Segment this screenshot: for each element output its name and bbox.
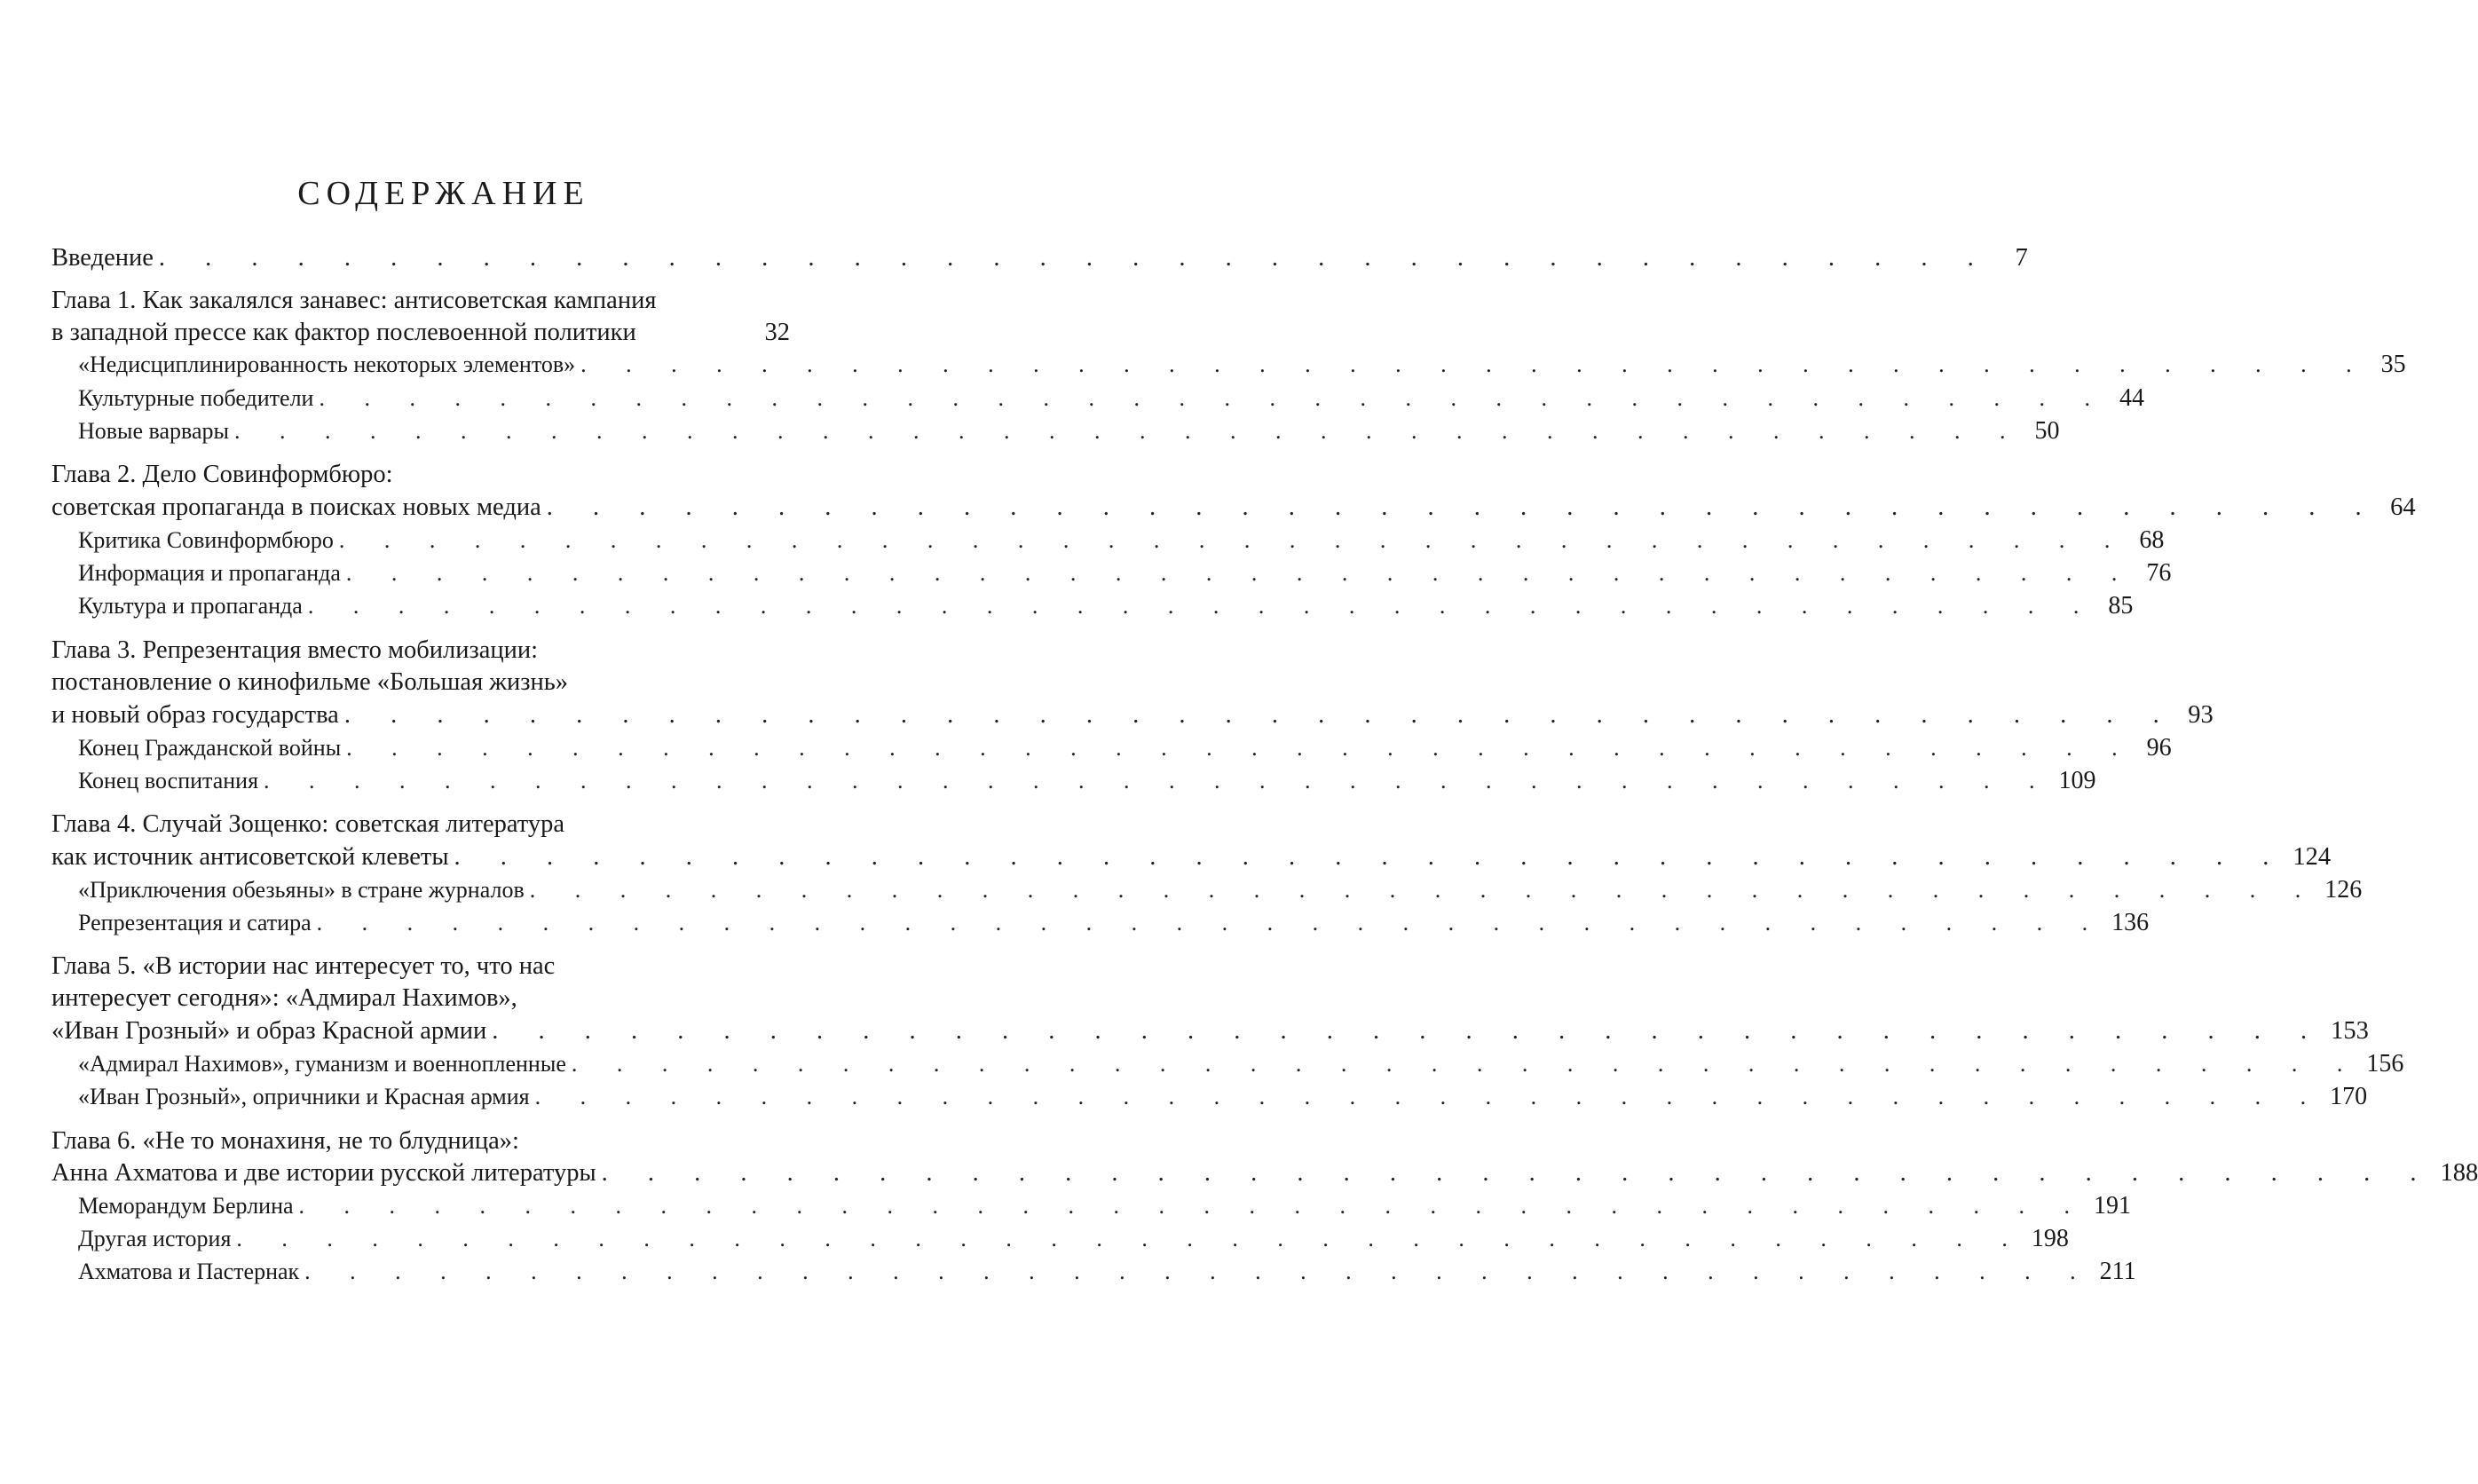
toc-chapter-3-line-2[interactable]: [51, 666, 790, 699]
leader-dots: . . . . . . . . . . . . . . . . . . . . . . . . . . . . . . . . . . . . . . . .: [343, 701, 2176, 729]
toc-entry-title: «Недисциплинированность некоторых элементов»: [78, 351, 576, 377]
toc-entry-title: Репрезентация и сатира: [78, 910, 312, 935]
leader-dots: . . . . . . . . . . . . . . . . . . . . . . . . . . . . . . . . . . . . . . . .: [492, 1017, 2324, 1045]
toc-chapter-6-line-2[interactable]: [51, 1156, 2478, 1190]
toc-subentry[interactable]: [78, 873, 2363, 907]
toc-subentry[interactable]: [78, 589, 2134, 623]
toc-entry-title: «Иван Грозный» и образ Красной армии: [51, 1017, 487, 1045]
leader-dots: . . . . . . . . . . . . . . . . . . . . . . . . . . . . . . . . . . . . . . . .: [454, 843, 2286, 871]
toc-page-number: 68: [2139, 526, 2165, 554]
toc-entry-title: Глава 5. «В истории нас интересует то, что нас: [51, 952, 556, 980]
toc-entry-intro[interactable]: [51, 241, 2028, 275]
leader-dots: . . . . . . . . . . . . . . . . . . . . . . . . . . . . . . . . . . . . . . . .: [158, 244, 1991, 272]
toc-page-number: 109: [2058, 767, 2096, 794]
toc-page-number: 136: [2111, 909, 2150, 936]
toc-chapter-2-line-2[interactable]: [51, 491, 2416, 525]
toc-subentry[interactable]: [78, 1189, 2132, 1223]
toc-entry-title: Введение: [51, 244, 154, 272]
toc-entry-title: Глава 2. Дело Совинформбюро:: [51, 461, 393, 488]
leader-dots: . . . . . . . . . . . . . . . . . . . . . . . . . . . . . . . . . . . . . . . .: [529, 877, 2318, 903]
leader-dots: . . . . . . . . . . . . . . . . . . . . . . . . . . . . . . . . . . . . . . . .: [233, 418, 2023, 444]
leader-dots: . . . . . . . . . . . . . . . . . . . . . . . . . . . . . . . . . . . . . . . .: [316, 910, 2105, 935]
leader-dots: . . . . . . . . . . . . . . . . . . . . . . . . . . . . . . . . . . . . . . . .: [319, 385, 2107, 411]
toc-page-number: 35: [2380, 351, 2406, 378]
toc-page-number: 7: [2015, 244, 2028, 272]
toc-subentry[interactable]: [78, 348, 2406, 382]
toc-page-number: 96: [2146, 734, 2172, 762]
toc-page-number: 198: [2031, 1225, 2069, 1252]
leader-dots: . . . . . . . . . . . . . . . . . . . . . . . . . . . . . . . . . . . . . . . .: [580, 351, 2369, 377]
toc-subentry[interactable]: [78, 414, 2060, 448]
leader-dots: . . . . . . . . . . . . . . . . . . . . . . . . . . . . . . . . . . . . . . . .: [601, 1159, 2434, 1187]
toc-entry-title: Глава 6. «Не то монахиня, не то блудница»:: [51, 1127, 519, 1155]
toc-chapter-1-line-1[interactable]: [51, 284, 790, 318]
toc-chapter-6-line-1[interactable]: [51, 1125, 790, 1158]
toc-entry-title: Новые варвары: [78, 418, 229, 444]
toc-page-number: 170: [2330, 1083, 2368, 1110]
toc-subentry[interactable]: [78, 1222, 2069, 1256]
toc-entry-title: постановление о кинофильме «Большая жизнь»: [51, 668, 569, 696]
toc-chapter-2-line-1[interactable]: [51, 458, 790, 492]
toc-subentry[interactable]: [78, 1255, 2136, 1289]
toc-entry-title: «Иван Грозный», опричники и Красная армия: [78, 1084, 530, 1109]
leader-dots: . . . . . . . . . . . . . . . . . . . . . . . . . . . . . . . . . . . . . . . .: [546, 493, 2379, 521]
toc-entry-title: Глава 1. Как закалялся занавес: антисоветская кампания: [51, 287, 657, 314]
toc-entry-title: «Приключения обезьяны» в стране журналов: [78, 877, 525, 903]
leader-dots: . . . . . . . . . . . . . . . . . . . . . . . . . . . . . . . . . . . . . . . .: [236, 1226, 2024, 1251]
toc-entry-title: Ахматова и Пастернак: [78, 1259, 300, 1284]
toc-subentry[interactable]: [78, 382, 2144, 415]
toc-entry-title: Культурные победители: [78, 385, 314, 411]
leader-dots: . . . . . . . . . . . . . . . . . . . . . . . . . . . . . . . . . . . . . . . .: [264, 768, 2052, 793]
leader-dots: . . . . . . . . . . . . . . . . . . . . . . . . . . . . . . . . . . . . . . . .: [338, 527, 2127, 553]
leader-dots: . . . . . . . . . . . . . . . . . . . . . . . . . . . . . . . . . . . . . . . .: [298, 1193, 2087, 1219]
toc-page-number: 211: [2099, 1258, 2136, 1285]
toc-subentry[interactable]: [78, 906, 2150, 940]
toc-page-number: 191: [2094, 1192, 2132, 1220]
toc-page-number: 76: [2146, 559, 2172, 587]
toc-chapter-5-line-3[interactable]: [51, 1014, 2369, 1048]
toc-page-number: 85: [2108, 592, 2134, 620]
toc-entry-title: и новый образ государства: [51, 701, 339, 729]
toc-page-number: 124: [2293, 843, 2332, 871]
toc-entry-title: как источник антисоветской клеветы: [51, 843, 449, 871]
page-title: СОДЕРЖАНИЕ: [297, 175, 590, 213]
toc-entry-title: Конец воспитания: [78, 768, 259, 793]
toc-chapter-5-line-1[interactable]: [51, 950, 790, 983]
toc-page-number: 64: [2390, 493, 2416, 521]
leader-dots: . . . . . . . . . . . . . . . . . . . . . . . . . . . . . . . . . . . . . . . .: [346, 735, 2135, 761]
toc-subentry[interactable]: [78, 556, 2172, 590]
leader-dots: . . . . . . . . . . . . . . . . . . . . . . . . . . . . . . . . . . . . . . . .: [304, 1259, 2093, 1284]
toc-subentry[interactable]: [78, 731, 2172, 765]
toc-entry-title: Глава 3. Репрезентация вместо мобилизации:: [51, 636, 539, 664]
toc-chapter-4-line-2[interactable]: [51, 841, 2332, 874]
toc-page-number: 153: [2331, 1017, 2369, 1045]
toc-page-number: 126: [2324, 876, 2363, 904]
toc-entry-title: Анна Ахматова и две истории русской литературы: [51, 1159, 596, 1187]
toc-entry-title: советская пропаганда в поисках новых медиа: [51, 493, 541, 521]
toc-entry-title: Другая история: [78, 1226, 232, 1251]
toc-subentry[interactable]: [78, 1047, 2404, 1081]
toc-chapter-3-line-3[interactable]: [51, 699, 2214, 732]
toc-chapter-4-line-1[interactable]: [51, 808, 790, 841]
leader-dots: . . . . . . . . . . . . . . . . . . . . . . . . . . . . . . . . . . . . . . . .: [345, 560, 2135, 586]
toc-entry-title: в западной прессе как фактор послевоенной политики: [51, 319, 636, 346]
toc-entry-title: «Адмирал Нахимов», гуманизм и военнопленные: [78, 1051, 566, 1077]
toc-chapter-1-line-2[interactable]: [51, 316, 790, 350]
toc-chapter-3-line-1[interactable]: [51, 634, 790, 667]
toc-entry-title: Критика Совинформбюро: [78, 527, 334, 553]
toc-entry-title: Информация и пропаганда: [78, 560, 341, 586]
toc-page-number: 156: [2366, 1050, 2404, 1077]
toc-subentry[interactable]: [78, 764, 2096, 798]
leader-dots: . . . . . . . . . . . . . . . . . . . . . . . . . . . . . . . . . . . . . . . .: [307, 593, 2096, 619]
toc-entry-title: интересует сегодня»: «Адмирал Нахимов»,: [51, 984, 517, 1012]
toc-entry-title: Меморандум Берлина: [78, 1193, 294, 1219]
toc-chapter-5-line-2[interactable]: [51, 982, 790, 1015]
toc-page-number: 32: [764, 319, 790, 346]
toc-entry-title: Глава 4. Случай Зощенко: советская литература: [51, 810, 565, 838]
leader-dots: . . . . . . . . . . . . . . . . . . . . . . . . . . . . . . . . . . . . . . . .: [534, 1084, 2324, 1109]
toc-page-number: 50: [2034, 417, 2060, 445]
toc-page-number: 44: [2119, 384, 2144, 412]
toc-entry-title: Конец Гражданской войны: [78, 735, 342, 761]
toc-entry-title: Культура и пропаганда: [78, 593, 303, 619]
toc-subentry[interactable]: [78, 1080, 2368, 1114]
toc-page-number: 188: [2440, 1159, 2478, 1187]
toc-page-number: 93: [2188, 701, 2214, 729]
leader-dots: . . . . . . . . . . . . . . . . . . . . . . . . . . . . . . . . . . . . . . . .: [571, 1051, 2360, 1077]
toc-subentry[interactable]: [78, 524, 2165, 557]
